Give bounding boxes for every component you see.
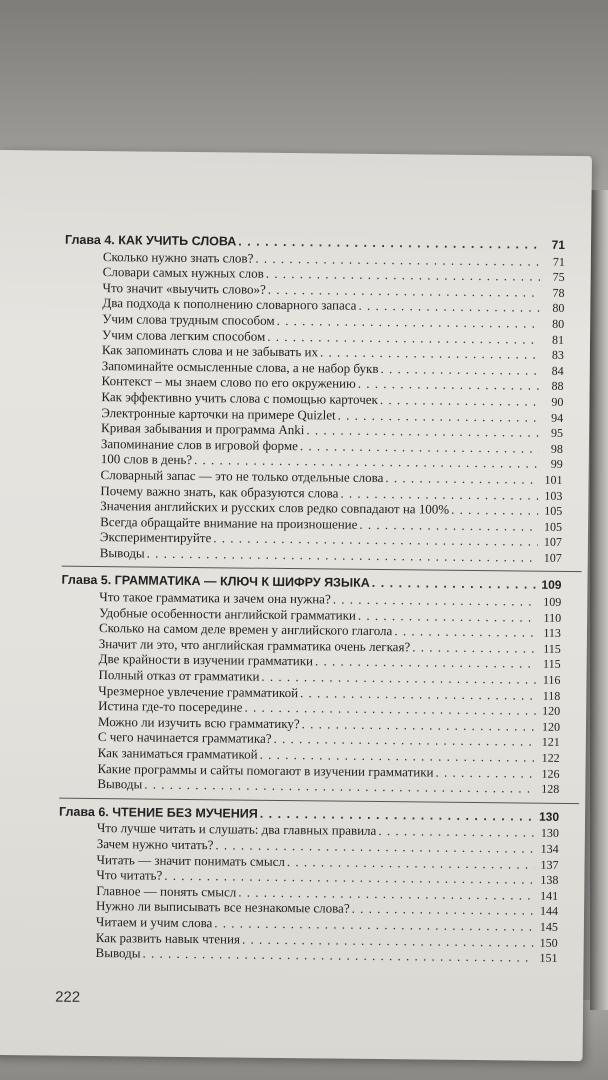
page-ref: 141	[540, 888, 559, 903]
entry-title: Запоминайте осмысленные слова, а не набор букв	[101, 357, 379, 376]
page-ref: 151	[539, 950, 558, 966]
entry-title: Что читать?	[96, 867, 163, 883]
entry-title: Сколько нужно знать слов?	[102, 248, 254, 266]
chapter-block	[62, 233, 565, 566]
entry-title: Электронные карточки на примере Quizlet	[101, 404, 336, 423]
page-ref: 78	[552, 285, 565, 300]
page-ref: 118	[542, 688, 561, 703]
entry-title: Кривая забывания и программа Anki	[101, 420, 305, 438]
entry-title: Сколько на самом деле времен у английского глагола	[98, 620, 393, 639]
entry-title: Что лучше читать и слушать: два главных правила	[96, 820, 377, 839]
page-number: 222	[55, 988, 81, 1006]
page-ref: 105	[544, 503, 563, 519]
dot-leader	[435, 764, 535, 781]
chapter-block	[58, 804, 560, 965]
entry-title: Две крайности в изучении грамматики	[98, 651, 314, 669]
page-ref: 145	[539, 919, 558, 934]
page-ref: 130	[540, 826, 559, 841]
page-ref: 126	[541, 766, 560, 781]
entry-title: Чрезмерное увлечение грамматикой	[98, 682, 299, 700]
chapter-divider	[59, 797, 579, 803]
page-ref: 120	[541, 719, 561, 734]
dot-leader	[378, 823, 535, 840]
dot-leader	[451, 502, 538, 519]
page-ref: 115	[543, 641, 561, 656]
entry-title: Выводы	[99, 544, 145, 561]
entry-title: Что значит «выучить слово»?	[102, 279, 266, 297]
dot-leader	[358, 607, 537, 624]
entry-title: Главное — понять смысл	[96, 882, 237, 900]
dot-leader	[358, 376, 540, 393]
dot-leader	[142, 946, 533, 966]
entry-title: Как развить навык чтения	[95, 929, 241, 947]
entry-title: Выводы	[95, 945, 141, 961]
page-ref: 71	[552, 254, 565, 269]
entry-title: Что такое грамматика и зачем она нужна?	[99, 589, 331, 607]
dot-leader	[394, 623, 537, 640]
entry-title: Значения английских и русских слов редко совпадают на 100%	[100, 498, 450, 517]
page-ref: 107	[543, 550, 562, 565]
dot-leader	[385, 470, 538, 487]
entry-title: Какие программы и сайты помогают в изучении грамматики	[97, 760, 434, 780]
dot-leader	[358, 298, 540, 315]
page-ref: 120	[542, 703, 561, 719]
page-ref: 107	[543, 534, 562, 550]
chapter-title: Глава 5. ГРАММАТИКА — КЛЮЧ К ШИФРУ ЯЗЫКА	[61, 573, 370, 591]
entry-title: Два подхода к пополнению словарного запаса	[102, 295, 357, 314]
dot-leader	[147, 545, 538, 565]
page-ref: 101	[544, 472, 563, 487]
entry-title: Почему важно знать, как образуются слова	[100, 482, 339, 501]
page-ref: 84	[551, 363, 564, 378]
entry-title: Нужно ли выписывать все незнакомые слова?	[96, 898, 350, 917]
entry-title: Экспериментируйте	[99, 529, 212, 546]
page-ref: 80	[552, 301, 565, 316]
page-ref: 128	[541, 781, 560, 797]
entry-title: Выводы	[97, 776, 143, 792]
dot-leader	[352, 901, 535, 919]
dot-leader	[144, 777, 535, 797]
dot-leader	[372, 576, 538, 593]
book-page	[0, 150, 592, 1061]
page-ref: 88	[551, 379, 564, 394]
page-ref: 121	[541, 735, 560, 750]
entry-title: Словари самых нужных слов	[102, 264, 264, 281]
page-ref: 110	[543, 610, 562, 625]
page-ref: 71	[551, 237, 566, 252]
dot-leader	[359, 516, 538, 533]
chapter-divider	[62, 566, 582, 572]
page-ref: 113	[543, 625, 562, 641]
chapter-block	[59, 573, 561, 797]
page-ref: 95	[550, 425, 564, 441]
table-of-contents	[57, 233, 565, 972]
entry-title: Можно ли изучить всю грамматику?	[97, 713, 300, 731]
entry-title: Как запоминать слова и не забывать их	[101, 342, 319, 360]
dot-leader	[380, 392, 540, 409]
entry-title: Истина где-то посередине	[98, 698, 243, 715]
entry-title: Как заниматься грамматикой	[97, 745, 258, 762]
entry-title: Полный отказ от грамматики	[98, 667, 260, 684]
page-ref: 138	[540, 872, 559, 888]
entry-title: Словарный запас — это не только отдельные слова	[100, 466, 384, 485]
entry-title: Запоминание слов в игровой форме	[100, 435, 298, 453]
page-ref: 75	[552, 269, 565, 285]
entry-title: Удобные особенности английской грамматики	[99, 604, 357, 623]
page-ref: 134	[540, 841, 559, 856]
page-ref: 94	[551, 410, 564, 425]
page-ref: 109	[541, 578, 562, 593]
page-ref: 98	[550, 441, 563, 456]
entry-title: Значит ли это, что английская грамматика очень легкая?	[98, 635, 411, 655]
page-ref: 105	[544, 519, 563, 534]
dot-leader	[412, 639, 537, 656]
page-ref: 115	[543, 657, 561, 672]
entry-title: Читать — значит понимать смысл	[96, 851, 286, 869]
entry-title: Контекст – мы знаем слово по его окружению	[101, 373, 356, 392]
chapter-title: Глава 4. КАК УЧИТЬ СЛОВА	[64, 232, 237, 249]
page-ref: 109	[543, 594, 562, 609]
entry-title: 100 слов в день?	[100, 451, 193, 468]
page-ref: 83	[551, 347, 564, 363]
book-spine	[590, 190, 608, 1010]
chapter-title: Глава 6. ЧТЕНИЕ БЕЗ МУЧЕНИЯ	[59, 804, 258, 821]
page-ref: 99	[550, 457, 563, 472]
page-ref: 116	[542, 672, 561, 687]
page-ref: 122	[541, 750, 560, 765]
page-ref: 103	[544, 488, 563, 503]
entry-title: Зачем нужно читать?	[96, 836, 214, 853]
entry-title: Как эффективно учить слова с помощью карточек	[101, 389, 378, 407]
entry-title: С чего начинается грамматика?	[97, 729, 272, 747]
page-ref: 137	[540, 857, 559, 872]
page-ref: 130	[538, 809, 560, 824]
dot-leader	[380, 361, 539, 378]
page-ref: 90	[551, 394, 564, 409]
entry-title: Всегда обращайте внимание на произношение	[100, 513, 358, 532]
entry-title: Учим слова легким способом	[101, 326, 266, 344]
page-ref: 144	[539, 904, 559, 919]
page-ref: 80	[552, 316, 565, 331]
page-ref: 81	[551, 332, 565, 347]
page-ref: 150	[539, 935, 558, 950]
entry-title: Учим слова трудным способом	[102, 311, 275, 328]
entry-title: Читаем и учим слова	[95, 913, 213, 931]
